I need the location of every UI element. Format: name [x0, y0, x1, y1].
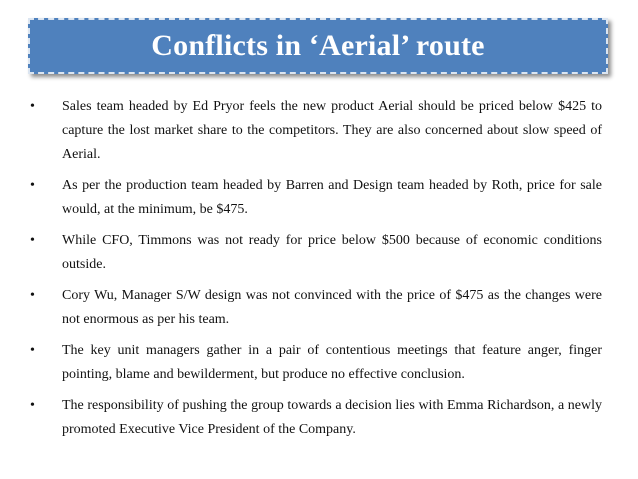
- bullet-text-cfo: While CFO, Timmons was not ready for price below $500 because of economic conditions outside.: [62, 233, 602, 272]
- list-item: [30, 284, 602, 332]
- list-item: [30, 95, 602, 167]
- bullet-text-meetings: The key unit managers gather in a pair of contentious meetings that feature anger, finger pointing, blame and bewilderment, but produce no effective conclusion.: [62, 343, 602, 382]
- list-item: [30, 394, 602, 442]
- bullet-text-software: Cory Wu, Manager S/W design was not convinced with the price of $475 as the changes were not enormous as per his team.: [62, 288, 602, 327]
- bullet-text-responsibility: The responsibility of pushing the group towards a decision lies with Emma Richardson, a newly promoted Executive Vice President of the Company.: [62, 398, 602, 437]
- bullet-icon: •: [30, 288, 35, 303]
- title-banner: [28, 18, 608, 74]
- bullet-icon: •: [30, 178, 35, 193]
- list-item: [30, 174, 602, 222]
- bullet-text-production: As per the production team headed by Barren and Design team headed by Roth, price for sale would, at the minimum, be $475.: [62, 178, 602, 217]
- page-title: Conflicts in ‘Aerial’ route: [151, 29, 485, 62]
- bullet-list: [30, 95, 602, 449]
- bullet-text-sales: Sales team headed by Ed Pryor feels the new product Aerial should be priced below $425 to capture the lost market share to the competitors. They are also concerned about slow speed of Aerial.: [62, 99, 602, 162]
- list-item: [30, 339, 602, 387]
- bullet-icon: •: [30, 398, 35, 413]
- bullet-icon: •: [30, 99, 35, 114]
- bullet-icon: •: [30, 343, 35, 358]
- bullet-icon: •: [30, 233, 35, 248]
- list-item: [30, 229, 602, 277]
